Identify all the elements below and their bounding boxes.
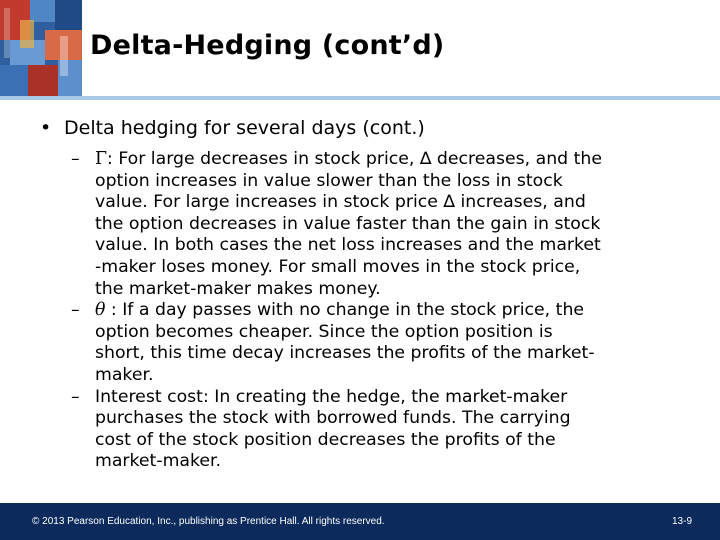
sub-bullet-line [95,300,710,322]
sub-bullet-line: value. In both cases the net loss increases and the market [95,235,601,256]
sub-bullet-text: : For large decreases in stock price, ∆ decreases, and the [107,149,602,169]
sub-bullet-text: : If a day passes with no change in the stock price, the [105,300,585,321]
sub-bullet-interest [40,387,710,473]
main-bullet [40,116,710,140]
sub-bullet-line: maker. [95,364,154,385]
slide-content [40,116,710,473]
dash-marker: – [71,149,80,169]
sub-bullet-line: -maker loses money. For small moves in the stock price, [95,256,581,277]
sub-bullet-line: the option decreases in value faster than the gain in stock [95,213,601,234]
sub-bullet-theta [40,300,710,386]
dash-marker: – [71,386,80,407]
sub-bullet-line: option becomes cheaper. Since the option position is [95,321,553,342]
footer-copyright: © 2013 Pearson Education, Inc., publishing as Prentice Hall. All rights reserved. [32,516,385,527]
sub-bullet-line: option increases in value slower than the loss in stock [95,170,563,191]
theta-symbol: θ [95,300,106,321]
title-divider [0,96,720,100]
gamma-symbol: Γ [95,149,107,169]
sub-bullet-line: the market-maker makes money. [95,278,381,299]
sub-bullet-line: value. For large increases in stock price ∆ increases, and [95,192,586,213]
sub-bullet-gamma [40,149,710,300]
page-number: 13-9 [671,516,692,527]
corner-decorative-image [0,0,82,98]
main-bullet-text: Delta hedging for several days (cont.) [64,117,425,139]
sub-bullet-line: purchases the stock with borrowed funds. The carrying [95,408,571,429]
bullet-marker: • [40,117,52,139]
sub-bullet-line [95,149,710,171]
sub-bullet-line: market-maker. [95,451,222,472]
dash-marker: – [71,300,80,321]
footer-bar [0,503,720,540]
sub-bullet-line: Interest cost: In creating the hedge, the market-maker [95,386,568,407]
sub-bullet-line: short, this time decay increases the profits of the market- [95,343,595,364]
slide-title: Delta-Hedging (cont’d) [90,30,445,61]
sub-bullet-line: cost of the stock position decreases the profits of the [95,429,556,450]
